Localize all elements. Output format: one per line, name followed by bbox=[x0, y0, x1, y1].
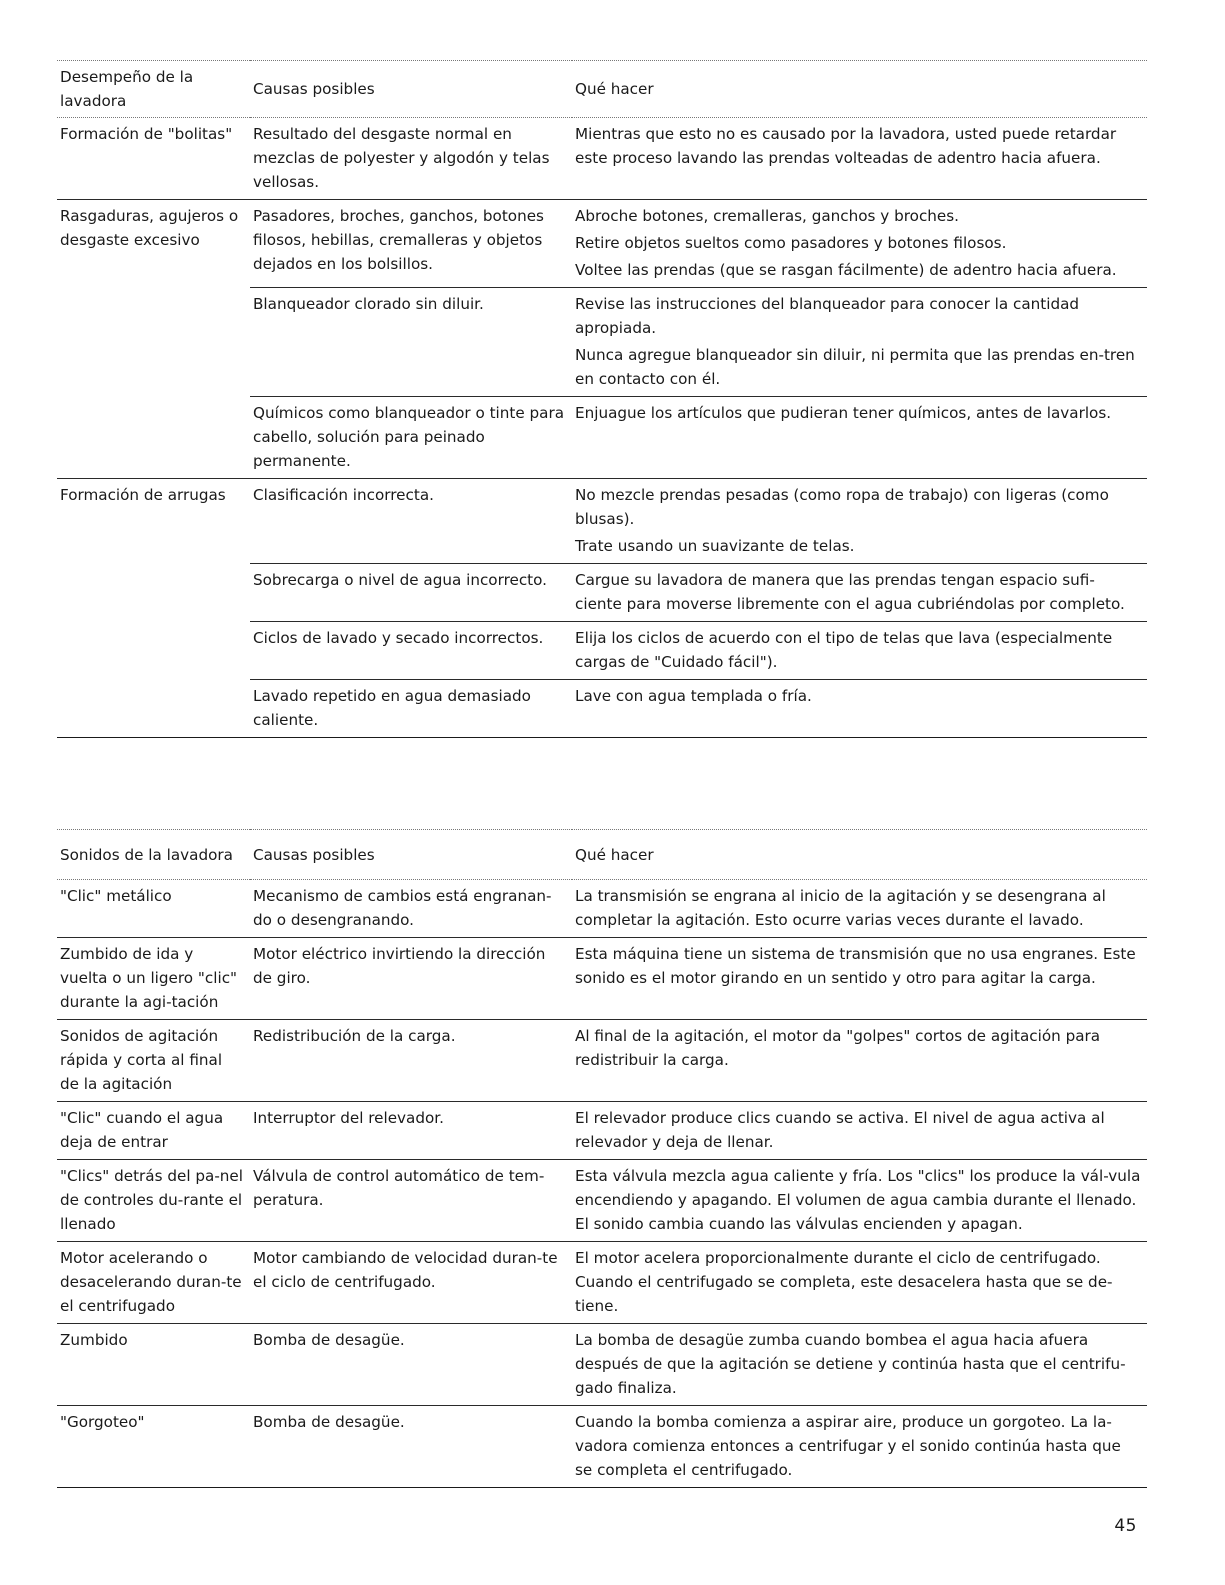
header-actions: Qué hacer bbox=[572, 830, 1147, 880]
cause-cell: Redistribución de la carga. bbox=[250, 1020, 572, 1102]
table-row bbox=[57, 622, 1147, 680]
problem-cell bbox=[57, 288, 250, 397]
cause-cell: Motor eléctrico invirtiendo la dirección de giro. bbox=[250, 938, 572, 1020]
table-row bbox=[57, 397, 1147, 479]
cause-cell: Sobrecarga o nivel de agua incorrecto. bbox=[250, 564, 572, 622]
table-header-row bbox=[57, 61, 1147, 118]
header-problem: Desempeño de la lavadora bbox=[57, 61, 250, 118]
problem-cell: Formación de "bolitas" bbox=[57, 118, 250, 200]
action-cell bbox=[572, 1406, 1147, 1488]
action-cell bbox=[572, 479, 1147, 564]
cause-cell: Interruptor del relevador. bbox=[250, 1102, 572, 1160]
action-text: El relevador produce clics cuando se activa. El nivel de agua activa al relevador y deja de llenar. bbox=[575, 1109, 1105, 1151]
action-text: La transmisión se engrana al inicio de la agitación y se desengrana al completar la agitación. Esto ocurre varias veces durante el lavado. bbox=[575, 887, 1106, 929]
table-row bbox=[57, 680, 1147, 738]
cause-cell: Bomba de desagüe. bbox=[250, 1324, 572, 1406]
table-header-row bbox=[57, 830, 1147, 880]
action-text: Cuando la bomba comienza a aspirar aire, produce un gorgoteo. La la-vadora comienza entonces a centrifugar y el sonido continúa hasta que se completa el centrifugado. bbox=[575, 1413, 1121, 1479]
cause-cell: Clasificación incorrecta. bbox=[250, 479, 572, 564]
action-cell bbox=[572, 200, 1147, 288]
table-row bbox=[57, 1406, 1147, 1488]
page-number: 45 bbox=[1114, 1516, 1137, 1536]
performance-table bbox=[57, 60, 1147, 738]
table-row bbox=[57, 200, 1147, 288]
problem-cell: Motor acelerando o desacelerando duran-te el centrifugado bbox=[57, 1242, 250, 1324]
table-body bbox=[57, 880, 1147, 1488]
cause-cell: Resultado del desgaste normal en mezclas de polyester y algodón y telas vellosas. bbox=[250, 118, 572, 200]
action-cell bbox=[572, 938, 1147, 1020]
action-text: La bomba de desagüe zumba cuando bombea el agua hacia afuera después de que la agitación se detiene y continúa hasta que el centrifu-gado finaliza. bbox=[575, 1331, 1126, 1397]
action-text: Elija los ciclos de acuerdo con el tipo de telas que lava (especialmente cargas de "Cuidado fácil"). bbox=[575, 629, 1113, 671]
problem-cell: Rasgaduras, agujeros o desgaste excesivo bbox=[60, 207, 239, 249]
table-row bbox=[57, 1242, 1147, 1324]
action-text: Nunca agregue blanqueador sin diluir, ni permita que las prendas en-tren en contacto con él. bbox=[575, 346, 1135, 388]
cause-cell: Químicos como blanqueador o tinte para cabello, solución para peinado permanente. bbox=[250, 397, 572, 479]
action-cell bbox=[572, 1242, 1147, 1324]
action-cell bbox=[572, 397, 1147, 479]
action-text: Esta válvula mezcla agua caliente y fría. Los "clics" los produce la vál-vula encendiendo y apagando. El volumen de agua cambia durante el llenado. El sonido cambia cuando las válvulas encienden y apagan. bbox=[575, 1167, 1141, 1233]
action-cell bbox=[572, 1102, 1147, 1160]
action-text: Al final de la agitación, el motor da "golpes" cortos de agitación para redistribuir la carga. bbox=[575, 1027, 1101, 1069]
action-cell bbox=[572, 880, 1147, 938]
table-row bbox=[57, 564, 1147, 622]
action-text: Voltee las prendas (que se rasgan fácilmente) de adentro hacia afuera. bbox=[575, 261, 1117, 279]
cause-cell: Bomba de desagüe. bbox=[250, 1406, 572, 1488]
table-row bbox=[57, 1324, 1147, 1406]
action-text: Mientras que esto no es causado por la lavadora, usted puede retardar este proceso lavando las prendas volteadas de adentro hacia afuera. bbox=[575, 125, 1117, 167]
action-cell bbox=[572, 1160, 1147, 1242]
header-actions: Qué hacer bbox=[572, 61, 1147, 118]
problem-cell bbox=[57, 397, 250, 479]
cause-cell: Lavado repetido en agua demasiado caliente. bbox=[250, 680, 572, 738]
action-cell bbox=[572, 564, 1147, 622]
action-cell bbox=[572, 622, 1147, 680]
problem-cell: Zumbido bbox=[57, 1324, 250, 1406]
action-text: Retire objetos sueltos como pasadores y botones filosos. bbox=[575, 234, 1007, 252]
table-row bbox=[57, 288, 1147, 397]
action-text: Cargue su lavadora de manera que las prendas tengan espacio sufi-ciente para moverse libremente con el agua cubriéndolas por completo. bbox=[575, 571, 1125, 613]
table-row bbox=[57, 880, 1147, 938]
cause-cell: Ciclos de lavado y secado incorrectos. bbox=[250, 622, 572, 680]
problem-cell: Formación de arrugas bbox=[60, 486, 226, 504]
problem-cell bbox=[57, 680, 250, 738]
table-row bbox=[57, 1160, 1147, 1242]
header-causes: Causas posibles bbox=[250, 61, 572, 118]
action-cell bbox=[572, 1020, 1147, 1102]
action-cell bbox=[572, 1324, 1147, 1406]
action-text: Abroche botones, cremalleras, ganchos y broches. bbox=[575, 207, 960, 225]
action-text: Revise las instrucciones del blanqueador para conocer la cantidad apropiada. bbox=[575, 295, 1080, 337]
header-causes: Causas posibles bbox=[250, 830, 572, 880]
action-text: Trate usando un suavizante de telas. bbox=[575, 537, 855, 555]
table-row bbox=[57, 938, 1147, 1020]
action-text: No mezcle prendas pesadas (como ropa de trabajo) con ligeras (como blusas). bbox=[575, 486, 1109, 528]
cause-cell: Válvula de control automático de tem-peratura. bbox=[250, 1160, 572, 1242]
cause-cell: Blanqueador clorado sin diluir. bbox=[250, 288, 572, 397]
table-row bbox=[57, 118, 1147, 200]
problem-cell bbox=[57, 622, 250, 680]
action-cell bbox=[572, 680, 1147, 738]
action-cell bbox=[572, 288, 1147, 397]
action-text: El motor acelera proporcionalmente durante el ciclo de centrifugado. Cuando el centrifugado se completa, este desacelera hasta que se de-tiene. bbox=[575, 1249, 1113, 1315]
table-row bbox=[57, 1020, 1147, 1102]
problem-cell: Sonidos de agitación rápida y corta al final de la agitación bbox=[57, 1020, 250, 1102]
cause-cell: Mecanismo de cambios está engranan-do o desengranando. bbox=[250, 880, 572, 938]
cause-cell: Pasadores, broches, ganchos, botones filosos, hebillas, cremalleras y objetos dejados en los bolsillos. bbox=[250, 200, 572, 288]
action-text: Enjuague los artículos que pudieran tener químicos, antes de lavarlos. bbox=[575, 404, 1112, 422]
problem-cell: "Clic" cuando el agua deja de entrar bbox=[57, 1102, 250, 1160]
problem-cell: "Clic" metálico bbox=[57, 880, 250, 938]
action-cell bbox=[572, 118, 1147, 200]
sounds-table bbox=[57, 829, 1147, 1488]
table-row bbox=[57, 479, 1147, 564]
table-row bbox=[57, 1102, 1147, 1160]
action-text: Lave con agua templada o fría. bbox=[575, 687, 812, 705]
problem-cell: "Gorgoteo" bbox=[57, 1406, 250, 1488]
problem-cell bbox=[57, 564, 250, 622]
table-body bbox=[57, 118, 1147, 738]
problem-cell: "Clics" detrás del pa-nel de controles du-rante el llenado bbox=[57, 1160, 250, 1242]
header-problem: Sonidos de la lavadora bbox=[57, 830, 250, 880]
action-text: Esta máquina tiene un sistema de transmisión que no usa engranes. Este sonido es el motor girando en un sentido y otro para agitar la carga. bbox=[575, 945, 1136, 987]
cause-cell: Motor cambiando de velocidad duran-te el ciclo de centrifugado. bbox=[250, 1242, 572, 1324]
problem-cell: Zumbido de ida y vuelta o un ligero "clic" durante la agi-tación bbox=[57, 938, 250, 1020]
